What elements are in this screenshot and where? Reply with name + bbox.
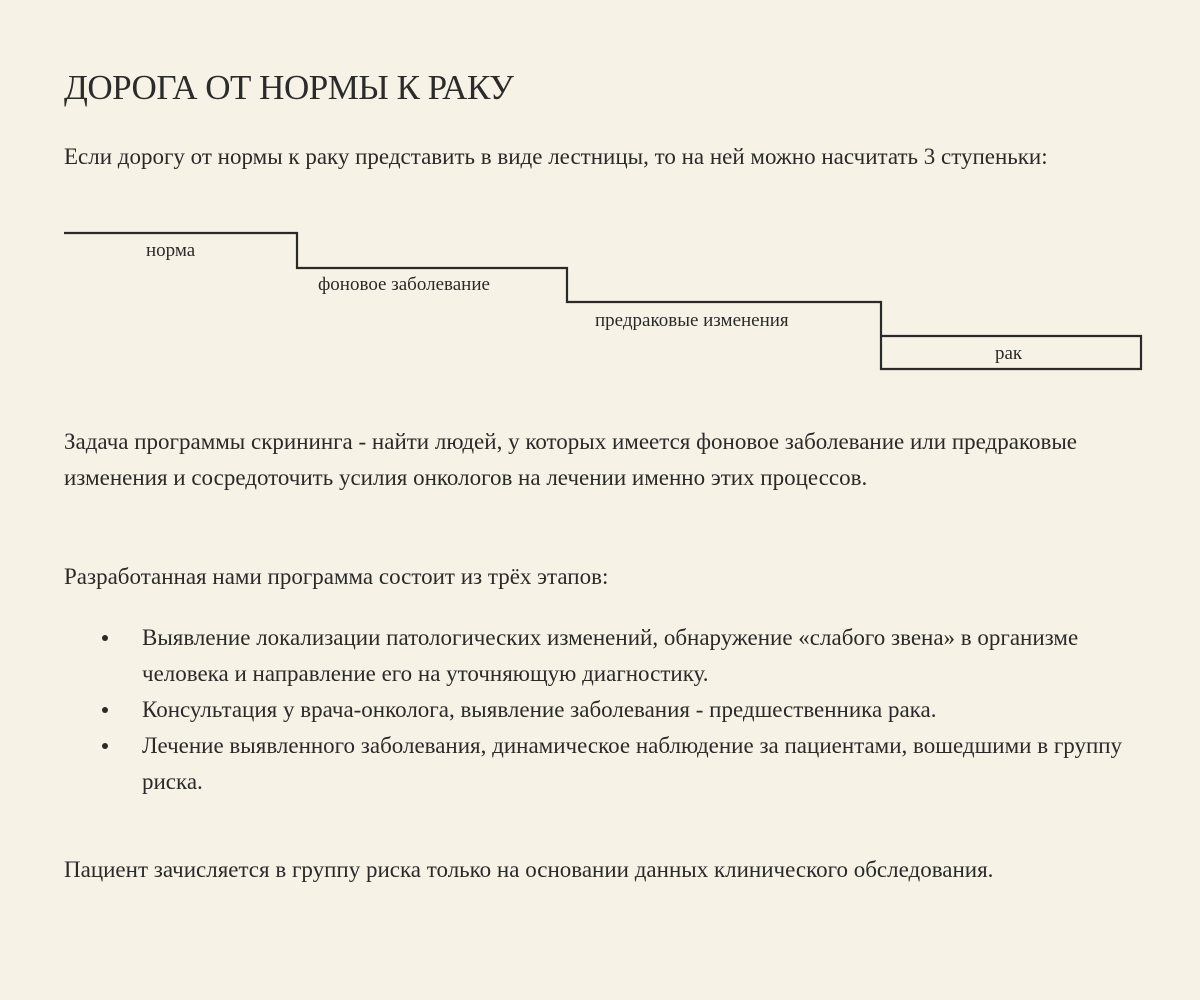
task-paragraph: Задача программы скрининга - найти людей, у которых имеется фоновое заболевание или предраковые изменения и сосредоточить усилия онкологов на лечении именно этих процессов.: [64, 429, 1077, 490]
stage-item: [64, 692, 1164, 728]
stage-text: Консультация у врача-онколога, выявление заболевания - предшественника рака.: [142, 697, 937, 722]
page-title: ДОРОГА ОТ НОРМЫ К РАКУ: [64, 68, 514, 107]
stage-item: [64, 728, 1164, 800]
stage-item: [64, 620, 1164, 692]
stage-text: Лечение выявленного заболевания, динамическое наблюдение за пациентами, вошедшими в группу риска.: [142, 733, 1123, 794]
bullet-icon: [102, 635, 108, 641]
stages-list: [64, 620, 1164, 800]
patient-paragraph: Пациент зачисляется в группу риска только на основании данных клинического обследования.: [64, 857, 994, 882]
step-label-norm: норма: [146, 240, 196, 261]
step-label-precancerous-changes: предраковые изменения: [595, 310, 789, 331]
step-label-background-disease: фоновое заболевание: [318, 274, 490, 295]
bullet-icon: [102, 707, 108, 713]
stage-text: Выявление локализации патологических изменений, обнаружение «слабого звена» в организме человека и направление его на уточняющую диагностику.: [142, 625, 1079, 686]
staircase-diagram: [0, 0, 1200, 400]
bullet-icon: [102, 743, 108, 749]
stages-intro-paragraph: Разработанная нами программа состоит из трёх этапов:: [64, 564, 609, 589]
step-label-cancer: рак: [995, 343, 1023, 364]
intro-paragraph: Если дорогу от нормы к раку представить в виде лестницы, то на ней можно насчитать 3 ступеньки:: [64, 144, 1048, 169]
staircase-lines: [0, 0, 1200, 400]
